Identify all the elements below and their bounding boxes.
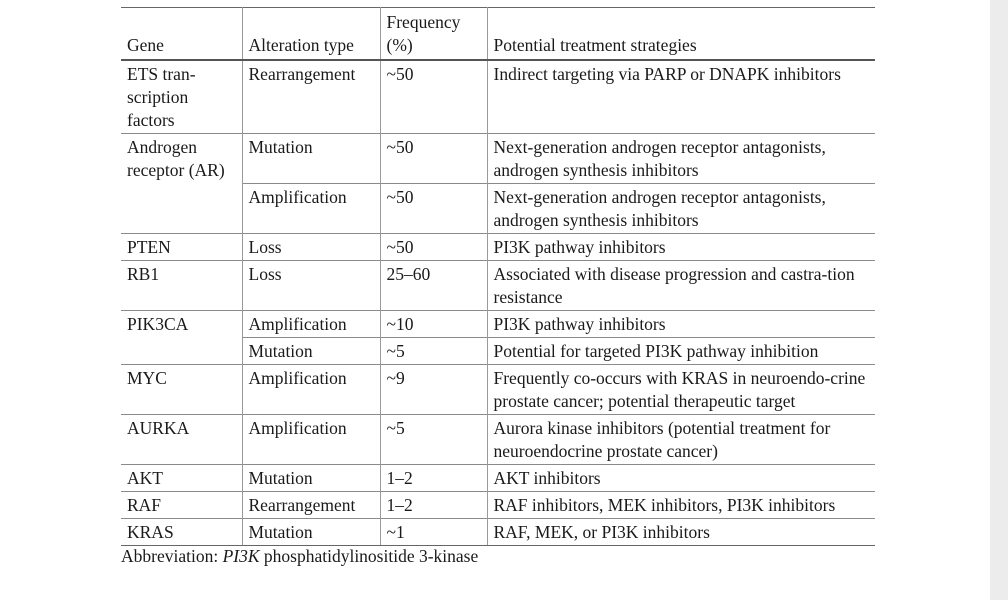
table-row xyxy=(121,60,875,134)
table-row xyxy=(121,519,875,546)
table-footnote xyxy=(121,545,478,568)
cell-treatment: PI3K pathway inhibitors xyxy=(487,311,875,338)
cell-treatment: AKT inhibitors xyxy=(487,465,875,492)
cell-gene: PTEN xyxy=(121,234,242,261)
cell-alteration: Rearrangement xyxy=(242,60,380,134)
cell-frequency: ~50 xyxy=(380,184,487,234)
cell-frequency: ~5 xyxy=(380,338,487,365)
cell-alteration: Mutation xyxy=(242,134,380,184)
cell-alteration: Rearrangement xyxy=(242,492,380,519)
cell-gene: MYC xyxy=(121,365,242,415)
footnote-abbreviation: PI3K xyxy=(222,546,260,566)
cell-gene: AURKA xyxy=(121,415,242,465)
cell-alteration: Amplification xyxy=(242,311,380,338)
cell-frequency: ~50 xyxy=(380,134,487,184)
cell-treatment: RAF inhibitors, MEK inhibitors, PI3K inhibitors xyxy=(487,492,875,519)
cell-frequency: ~1 xyxy=(380,519,487,546)
cell-treatment: RAF, MEK, or PI3K inhibitors xyxy=(487,519,875,546)
footnote-label: Abbreviation: xyxy=(121,546,219,566)
cell-treatment: Potential for targeted PI3K pathway inhibition xyxy=(487,338,875,365)
cell-frequency: 1–2 xyxy=(380,465,487,492)
cell-frequency: ~10 xyxy=(380,311,487,338)
cell-frequency: ~9 xyxy=(380,365,487,415)
cell-gene: RAF xyxy=(121,492,242,519)
table-row xyxy=(121,415,875,465)
cell-alteration: Amplification xyxy=(242,365,380,415)
cell-treatment: Next-generation androgen receptor antagonists, androgen synthesis inhibitors xyxy=(487,184,875,234)
cell-gene: KRAS xyxy=(121,519,242,546)
cell-treatment: Aurora kinase inhibitors (potential treatment for neuroendocrine prostate cancer) xyxy=(487,415,875,465)
cell-gene: ETS tran-scription factors xyxy=(121,60,242,134)
cell-alteration: Loss xyxy=(242,261,380,311)
table-header-row xyxy=(121,8,875,61)
cell-gene: PIK3CA xyxy=(121,311,242,365)
gene-alteration-table xyxy=(121,7,875,546)
cell-alteration: Amplification xyxy=(242,415,380,465)
cell-alteration: Amplification xyxy=(242,184,380,234)
header-alteration-type: Alteration type xyxy=(242,8,380,61)
cell-alteration: Mutation xyxy=(242,465,380,492)
table-row xyxy=(121,365,875,415)
table-row xyxy=(121,134,875,184)
cell-frequency: 25–60 xyxy=(380,261,487,311)
table-row xyxy=(121,234,875,261)
header-gene: Gene xyxy=(121,8,242,61)
cell-treatment: PI3K pathway inhibitors xyxy=(487,234,875,261)
cell-frequency: ~50 xyxy=(380,60,487,134)
cell-gene: RB1 xyxy=(121,261,242,311)
cell-alteration: Loss xyxy=(242,234,380,261)
cell-treatment: Associated with disease progression and castra-tion resistance xyxy=(487,261,875,311)
cell-alteration: Mutation xyxy=(242,338,380,365)
footnote-expansion: phosphatidylinositide 3-kinase xyxy=(263,546,479,566)
cell-treatment: Frequently co-occurs with KRAS in neuroendo-crine prostate cancer; potential therapeutic target xyxy=(487,365,875,415)
header-treatment: Potential treatment strategies xyxy=(487,8,875,61)
table-row xyxy=(121,492,875,519)
cell-frequency: ~50 xyxy=(380,234,487,261)
cell-frequency: 1–2 xyxy=(380,492,487,519)
cell-alteration: Mutation xyxy=(242,519,380,546)
page-edge xyxy=(990,0,1008,600)
cell-frequency: ~5 xyxy=(380,415,487,465)
cell-gene: AKT xyxy=(121,465,242,492)
cell-treatment: Next-generation androgen receptor antagonists, androgen synthesis inhibitors xyxy=(487,134,875,184)
table-row xyxy=(121,311,875,338)
table-row xyxy=(121,465,875,492)
cell-treatment: Indirect targeting via PARP or DNAPK inhibitors xyxy=(493,64,841,84)
cell-gene: Androgen receptor (AR) xyxy=(121,134,242,234)
header-frequency: Frequency (%) xyxy=(380,8,487,61)
table-row xyxy=(121,261,875,311)
